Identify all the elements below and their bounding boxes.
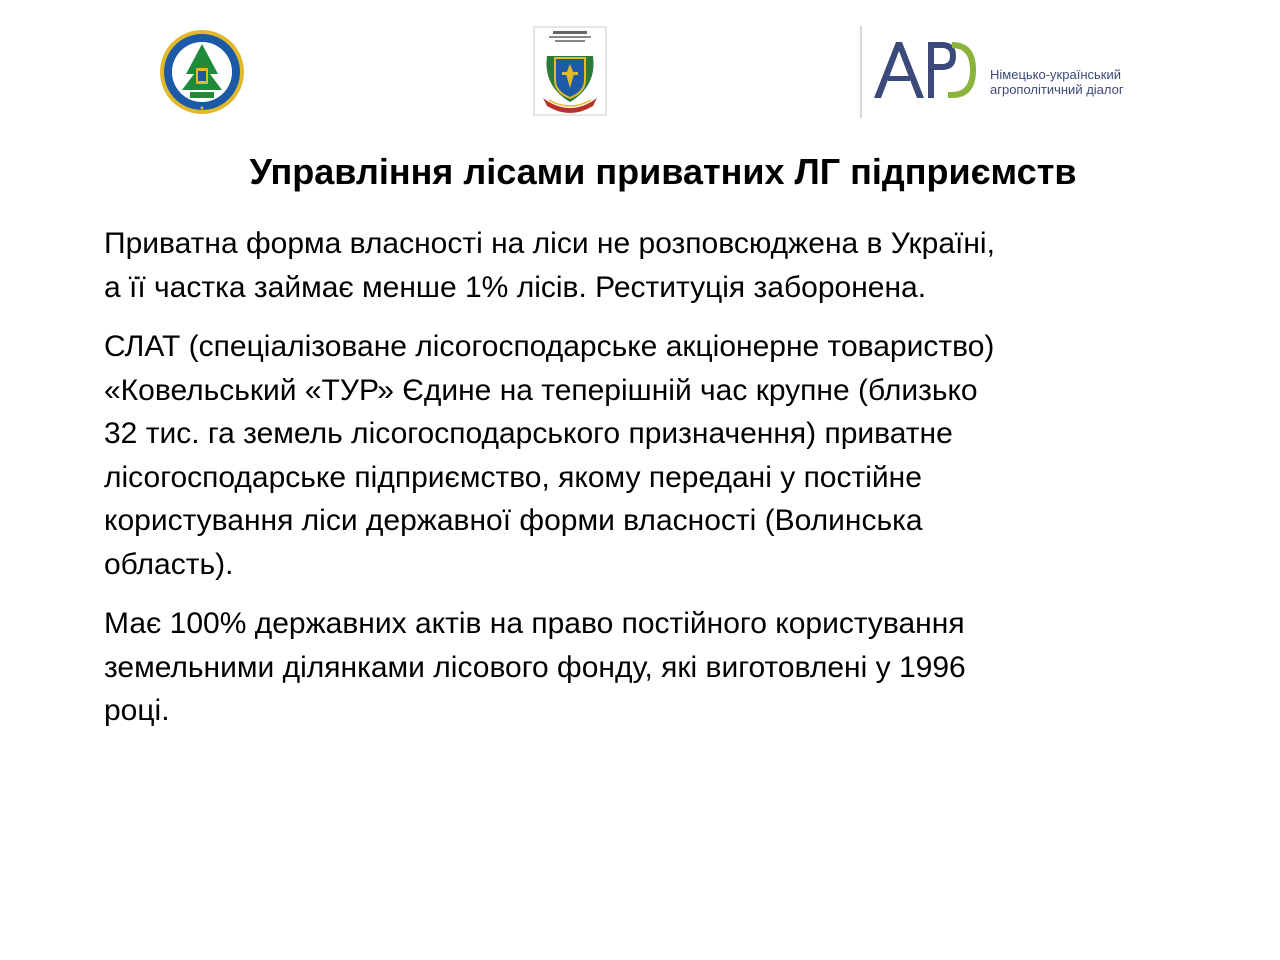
apd-mark-icon xyxy=(872,36,978,106)
coat-of-arms-icon xyxy=(533,26,607,116)
logo-header xyxy=(0,22,1280,122)
text-line: користування ліси державної форми власності (Волинська xyxy=(104,504,923,537)
text-line: році. xyxy=(104,694,170,727)
text-line: лісогосподарське підприємство, якому передані у постійне xyxy=(104,460,922,494)
text-line: область). xyxy=(104,547,234,581)
text-line: «Ковельський «ТУР» Єдине на теперішній час крупне (близько xyxy=(104,373,978,407)
text-line: Має 100% державних актів на право постійного користування xyxy=(104,607,965,640)
text-line: Приватна форма власності на ліси не розповсюджена в Україні, xyxy=(104,227,995,260)
page-title: Управління лісами приватних ЛГ підприємств xyxy=(249,151,1077,192)
apd-caption-line-2: агрополітичний діалог xyxy=(990,82,1124,97)
paragraph-3 xyxy=(104,602,1194,733)
logo-divider xyxy=(860,26,862,118)
apd-caption-line-1: Німецько-український xyxy=(990,67,1121,82)
text-line: земельними ділянками лісового фонду, які виготовлені у 1996 xyxy=(104,650,966,684)
paragraph-2 xyxy=(104,325,1194,586)
apd-caption xyxy=(990,67,1124,97)
text-line: СЛАТ (спеціалізоване лісогосподарське акціонерне товариство) xyxy=(104,330,995,363)
text-line: а її частка займає менше 1% лісів. Реституція заборонена. xyxy=(104,270,927,304)
text-line: 32 тис. га земель лісогосподарського призначення) приватне xyxy=(104,417,953,450)
paragraph-1 xyxy=(104,222,1194,309)
body-content xyxy=(104,222,1194,749)
apd-logo xyxy=(872,36,1152,106)
university-emblem-icon xyxy=(158,28,246,116)
